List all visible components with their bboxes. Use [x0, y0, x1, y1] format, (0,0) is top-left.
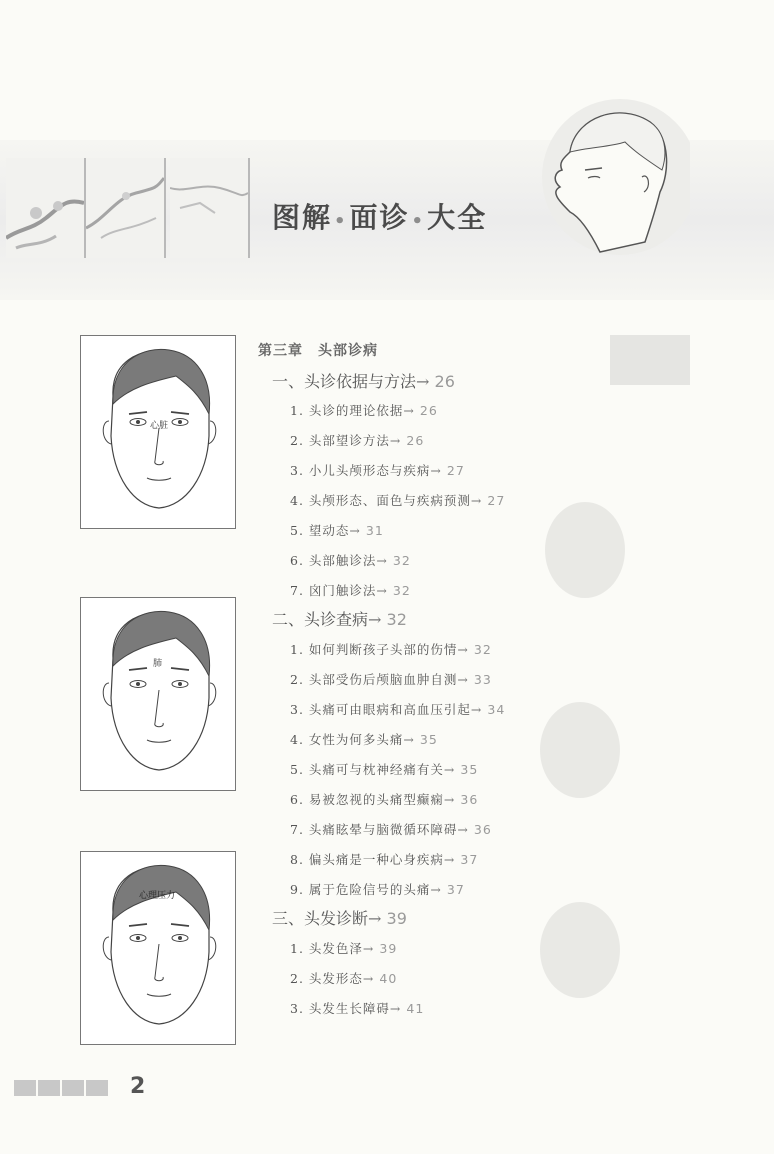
arrow-icon: →	[349, 523, 361, 538]
toc-item-label: 1. 头发色泽	[290, 941, 363, 956]
arrow-icon: →	[362, 941, 375, 956]
toc-item[interactable]	[290, 521, 384, 539]
toc-item[interactable]	[290, 730, 438, 748]
toc-page-ref: 39	[379, 941, 398, 956]
toc-section-3[interactable]	[272, 906, 407, 929]
toc-page-ref: 35	[460, 762, 479, 777]
toc-page-ref: 37	[460, 852, 479, 867]
toc-item[interactable]	[290, 939, 397, 957]
toc-item-label: 5. 头痛可与枕神经痛有关	[290, 762, 444, 777]
toc-item[interactable]	[290, 760, 478, 778]
toc-page-ref: 40	[379, 971, 398, 986]
toc-item-label: 8. 偏头痛是一种心身疾病	[290, 852, 444, 867]
face-label-2: 肺	[153, 659, 163, 669]
arrow-icon: →	[430, 463, 442, 478]
page-marker-bars	[14, 1080, 110, 1100]
toc-page-ref: 26	[406, 433, 425, 448]
title-dot-1: •	[334, 211, 348, 232]
page-marker-bar	[62, 1080, 84, 1096]
toc-item[interactable]	[290, 640, 492, 658]
arrow-icon: →	[389, 433, 402, 448]
toc-item[interactable]	[290, 461, 465, 479]
toc-page-ref: 32	[392, 553, 411, 568]
toc-page-ref: 27	[487, 493, 506, 508]
toc-item-label: 7. 头痛眩晕与脑微循环障碍	[290, 822, 458, 837]
toc-item-label: 1. 如何判断孩子头部的伤情	[290, 642, 458, 657]
arrow-icon: →	[403, 732, 415, 747]
arrow-icon: →	[368, 610, 382, 629]
arrow-icon: →	[416, 372, 430, 391]
toc-item-label: 7. 囟门触诊法	[290, 583, 377, 598]
arrow-icon: →	[457, 642, 469, 657]
arrow-icon: →	[457, 672, 469, 687]
book-title-part-2: 面诊	[349, 201, 410, 234]
toc-item[interactable]	[290, 880, 465, 898]
arrow-icon: →	[430, 882, 442, 897]
toc-page-ref: 32	[392, 583, 411, 598]
arrow-icon: →	[443, 852, 456, 867]
face-label-3: 心理压力	[139, 891, 176, 901]
toc-item[interactable]	[290, 431, 424, 449]
toc-item[interactable]	[290, 790, 478, 808]
toc-section-label: 二、头诊查病	[272, 610, 369, 629]
toc-page-ref: 36	[460, 792, 479, 807]
toc-page-ref: 33	[473, 672, 492, 687]
toc-item-label: 2. 头发形态	[290, 971, 363, 986]
toc-section-label: 一、头诊依据与方法	[272, 372, 417, 391]
toc-page-ref: 32	[386, 610, 407, 629]
toc-item[interactable]	[290, 551, 411, 569]
arrow-icon: →	[389, 1001, 402, 1016]
arrow-icon: →	[443, 762, 456, 777]
toc-item[interactable]	[290, 491, 505, 509]
title-dot-2: •	[411, 211, 426, 232]
page-marker-bar	[38, 1080, 60, 1096]
arrow-icon: →	[362, 971, 375, 986]
toc-item[interactable]	[290, 581, 411, 599]
toc-page-ref: 34	[487, 702, 506, 717]
arrow-icon: →	[403, 403, 415, 418]
toc-item-label: 4. 女性为何多头痛	[290, 732, 404, 747]
toc-page-ref: 32	[473, 642, 492, 657]
toc-item-label: 6. 易被忽视的头痛型癫痫	[290, 792, 444, 807]
arrow-icon: →	[470, 702, 483, 717]
arrow-icon: →	[443, 792, 456, 807]
toc-page-ref: 26	[434, 372, 455, 391]
arrow-icon: →	[376, 583, 388, 598]
toc-page-ref: 41	[406, 1001, 425, 1016]
toc-item[interactable]	[290, 969, 397, 987]
arrow-icon: →	[376, 553, 388, 568]
toc-item-label: 1. 头诊的理论依据	[290, 403, 404, 418]
toc-page-ref: 36	[473, 822, 492, 837]
face-label-1: 心脏	[150, 421, 169, 431]
toc-page-ref: 39	[386, 909, 407, 928]
toc-item[interactable]	[290, 401, 438, 419]
page-number: 2	[130, 1074, 146, 1099]
toc-item[interactable]	[290, 850, 478, 868]
toc-page-ref: 27	[446, 463, 465, 478]
toc-item-label: 9. 属于危险信号的头痛	[290, 882, 431, 897]
toc-item-label: 6. 头部触诊法	[290, 553, 377, 568]
toc-item[interactable]	[290, 670, 492, 688]
toc-section-label: 三、头发诊断	[272, 909, 369, 928]
toc-item[interactable]	[290, 700, 505, 718]
toc-page-ref: 31	[365, 523, 384, 538]
arrow-icon: →	[368, 909, 382, 928]
page-marker-bar	[14, 1080, 36, 1096]
toc-item-label: 5. 望动态	[290, 523, 350, 538]
toc-page-ref: 35	[419, 732, 438, 747]
arrow-icon: →	[470, 493, 483, 508]
page-marker-bar	[86, 1080, 108, 1096]
toc-section-2[interactable]	[272, 607, 407, 630]
book-title-part-1: 图解	[272, 201, 333, 234]
toc-item-label: 2. 头部望诊方法	[290, 433, 390, 448]
toc-item[interactable]	[290, 999, 424, 1017]
chapter-title: 第三章 头部诊病	[258, 343, 378, 359]
toc-item-label: 3. 头发生长障碍	[290, 1001, 390, 1016]
toc-item-label: 2. 头部受伤后颅脑血肿自测	[290, 672, 458, 687]
book-title-part-3: 大全	[427, 201, 488, 234]
toc-item-label: 4. 头颅形态、面色与疾病预测	[290, 493, 471, 508]
toc-item-label: 3. 头痛可由眼病和高血压引起	[290, 702, 471, 717]
toc-item[interactable]	[290, 820, 492, 838]
arrow-icon: →	[457, 822, 469, 837]
toc-item-label: 3. 小儿头颅形态与疾病	[290, 463, 431, 478]
toc-page-ref: 26	[419, 403, 438, 418]
toc-section-1[interactable]	[272, 369, 455, 392]
toc-page-ref: 37	[446, 882, 465, 897]
